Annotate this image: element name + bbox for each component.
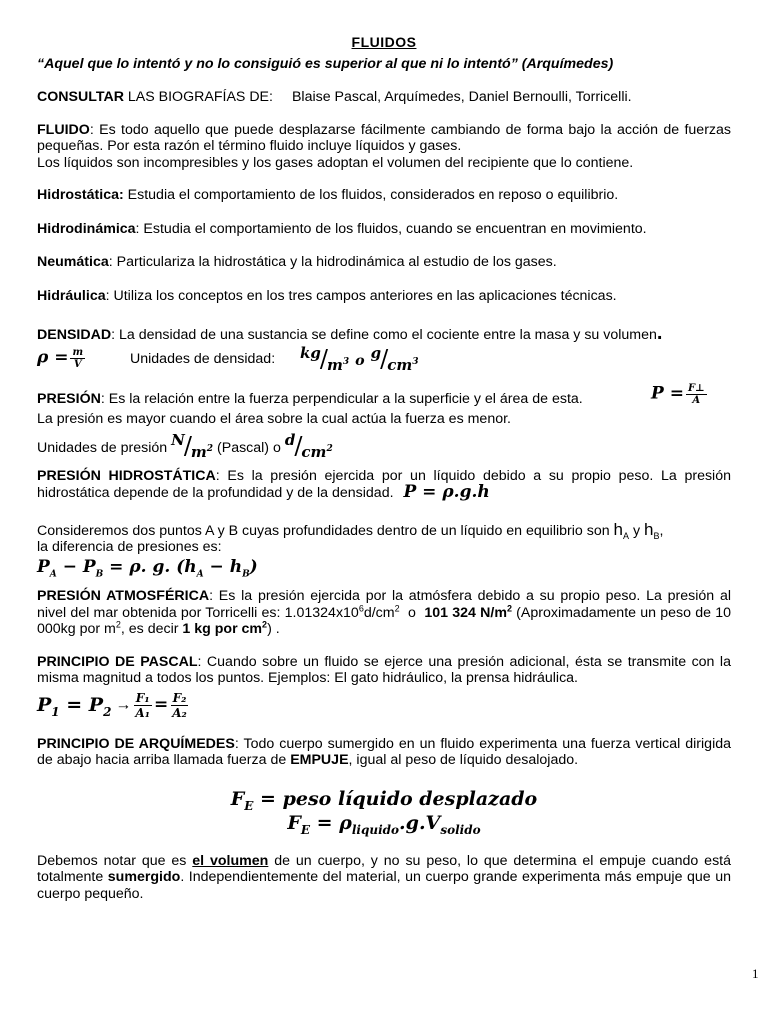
pressure-formula: P = $\frac{F\perp}{A}$ — [651, 382, 705, 406]
pascal-formula: $P_1 = P_2$ → $\frac{\text{F₁}}{\text{A₁}}$ = $\frac{\text{F₂}}{\text{A₂}}$ — [37, 690, 187, 720]
fluido-label: FLUIDO — [37, 121, 90, 138]
neumatica-paragraph: Neumática: Particulariza la hidrostática y la hidrodinámica al estudio de los gases. — [37, 254, 557, 270]
fluido-paragraph-2: Los líquidos son incompresibles y los gases adoptan el volumen del recipiente que lo contiene. — [37, 154, 634, 171]
pascal-paragraph: PRINCIPIO DE PASCAL: Cuando sobre un fluido se ejerce una presión adicional, ésta se transmite con la misma magnitud a todos los puntos. Ejemplos: El gato hidráulico, la prensa hidráulica. — [37, 653, 731, 686]
document-title: FLUIDOS — [351, 34, 417, 50]
density-units: $kg/m^3$ o $g/cm^3$ — [300, 343, 419, 374]
density-units-label: Unidades de densidad: — [130, 350, 276, 367]
consultar-paragraph: CONSULTAR LAS BIOGRAFÍAS DE: Blaise Pascal, Arquímedes, Daniel Bernoulli, Torricelli. — [37, 89, 632, 105]
archimedes-formula-1: $F_E$ = peso líquido desplazado — [230, 787, 538, 813]
puntos-paragraph-2: la diferencia de presiones es: — [37, 539, 222, 555]
density-formula: ρ = $\frac{m}{V}$ — [37, 346, 84, 370]
pressure-difference-formula: $P_A - P_B = \rho$. g. $(h_A - h_B)$ — [37, 556, 258, 579]
hidrostatica-paragraph: Hidrostática: Estudia el comportamiento de los fluidos, considerados en reposo o equilibrio. — [37, 187, 619, 203]
presion-block — [37, 382, 731, 461]
presion-hidrostatica-paragraph: PRESIÓN HIDROSTÁTICA: Es la presión ejercida por un líquido debido a su propio peso. La presión hidrostática depende de la profundidad y de la densidad. P = ρ.g.h — [37, 467, 731, 502]
hidraulica-paragraph: Hidráulica: Utiliza los conceptos en los tres campos anteriores en las aplicaciones técnicas. — [37, 287, 617, 304]
densidad-formula-row — [37, 343, 731, 374]
consultar-label: CONSULTAR — [37, 89, 124, 105]
puntos-paragraph: Consideremos dos puntos A y B cuyas profundidades dentro de un líquido en equilibrio son $h_A$ y $h_B$, — [37, 519, 664, 541]
archimedes-formula-2: $F_E = \rho_{liquido}.g.V_{solido}$ — [287, 811, 481, 837]
arquimedes-paragraph: PRINCIPIO DE ARQUÍMEDES: Todo cuerpo sumergido en un fluido experimenta una fuerza vertical dirigida de abajo hacia arriba llamada fuerza de EMPUJE, igual al peso de líquido desalojado. — [37, 735, 732, 768]
presion-paragraph: PRESIÓN: Es la relación entre la fuerza perpendicular a la superficie y el área de esta. — [37, 390, 583, 407]
presion-paragraph-2: La presión es mayor cuando el área sobre la cual actúa la fuerza es menor. — [37, 411, 511, 427]
presion-units: Unidades de presión $N/m^2$ (Pascal) o $d/cm^2$ — [37, 430, 333, 461]
fluido-paragraph: FLUIDO: Es todo aquello que puede desplazarse fácilmente cambiando de forma bajo la acción de fuerzas pequeñas. Por esta razón el término fluido incluye líquidos y gases. — [37, 121, 731, 154]
densidad-paragraph: DENSIDAD: La densidad de una sustancia se define como el cociente entre la masa y su volumen. — [37, 322, 663, 344]
hidrodinamica-paragraph: Hidrodinámica: Estudia el comportamiento de los fluidos, cuando se encuentran en movimiento. — [37, 220, 647, 237]
page-number: 1 — [752, 966, 759, 981]
biography-names: Blaise Pascal, Arquímedes, Daniel Bernoulli, Torricelli. — [291, 89, 632, 105]
nota-paragraph: Debemos notar que es el volumen de un cuerpo, y no su peso, lo que determina el empuje cuando está totalmente sumergido. Independientemente del material, un cuerpo grande experimenta más empuje que un cuerpo pequeño. — [37, 852, 731, 902]
quote: “Aquel que lo intentó y no lo consiguió es superior al que ni lo intentó” (Arquímedes) — [37, 55, 614, 72]
presion-atmosferica-paragraph: PRESIÓN ATMOSFÉRICA: Es la presión ejercida por la atmósfera debido a su propio peso. La presión al nivel del mar obtenida por Torricelli es: $1.01324x10^6d/cm^2$ o 101 324 $N/m^2$ (Aproximadamente un peso de 10 000kg por $m^2$, es decir 1 kg por $cm^2$) . — [37, 588, 731, 637]
document-page — [37, 34, 731, 902]
hydrostatic-formula: P = ρ.g.h — [403, 482, 490, 502]
